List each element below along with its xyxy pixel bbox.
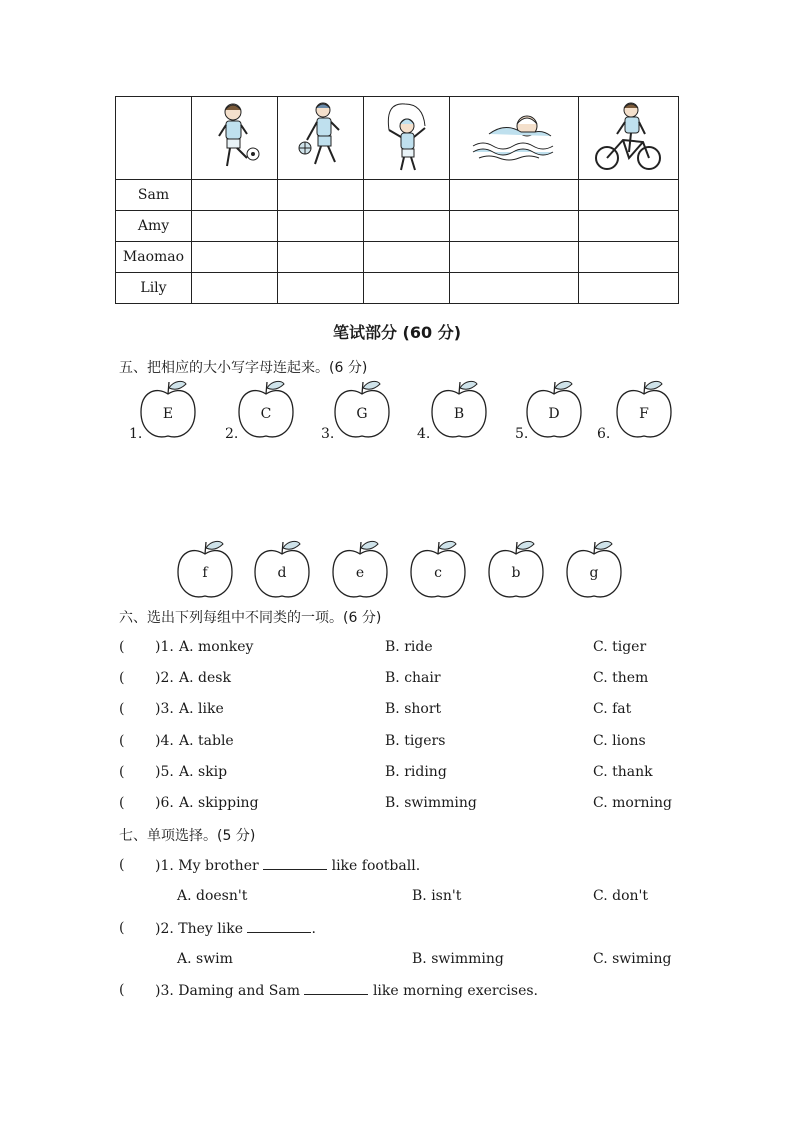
answer-cell[interactable]	[450, 242, 578, 273]
question-text: They like	[178, 921, 244, 937]
option-b[interactable]: B. isn't	[412, 888, 462, 904]
question-7-2	[155, 920, 316, 937]
question-number: )5.	[155, 763, 174, 780]
fill-blank[interactable]	[247, 920, 311, 933]
table-row-lily	[116, 273, 679, 304]
answer-paren[interactable]: (	[119, 639, 125, 655]
answer-cell[interactable]	[278, 211, 364, 242]
table-row-maomao	[116, 242, 679, 273]
option-a[interactable]: A. swim	[177, 951, 233, 967]
uppercase-letter: B	[453, 406, 465, 422]
option-b[interactable]: B. swimming	[385, 795, 477, 811]
section-7-heading: 七、单项选择。(5 分)	[119, 828, 256, 844]
answer-paren[interactable]: (	[119, 670, 125, 687]
option-a[interactable]: A. desk	[179, 670, 231, 687]
lowercase-apple[interactable]	[486, 540, 546, 602]
question-number: )1.	[155, 858, 174, 874]
lowercase-letter: e	[355, 565, 365, 581]
corner-cell	[116, 97, 192, 180]
answer-paren[interactable]: (	[119, 701, 125, 718]
question-text: like football.	[331, 858, 421, 874]
option-a[interactable]: A. table	[179, 732, 234, 749]
option-c[interactable]: C. lions	[593, 732, 646, 749]
option-a[interactable]: A. doesn't	[177, 888, 248, 904]
apple-number: 1.	[129, 426, 143, 442]
answer-cell[interactable]	[450, 180, 578, 211]
uppercase-apple[interactable]	[332, 380, 392, 442]
question-number: )2.	[155, 921, 174, 937]
section-6-heading: 六、选出下列每组中不同类的一项。(6 分)	[119, 610, 382, 626]
uppercase-letter: G	[356, 406, 368, 422]
uppercase-letter: D	[548, 406, 560, 422]
row-name: Sam	[116, 180, 192, 211]
lowercase-letter: d	[277, 565, 287, 581]
option-a[interactable]: A. skip	[179, 763, 228, 780]
section-5-heading: 五、把相应的大小写字母连起来。(6 分)	[119, 360, 368, 376]
answer-paren[interactable]: (	[119, 795, 125, 811]
option-c[interactable]: C. tiger	[593, 639, 647, 655]
answer-cell[interactable]	[192, 242, 278, 273]
lowercase-letter: g	[589, 565, 599, 581]
table-row-sam	[116, 180, 679, 211]
header-cell-soccer	[192, 97, 278, 180]
table-row-amy	[116, 211, 679, 242]
fill-blank[interactable]	[263, 857, 327, 870]
lowercase-apple[interactable]	[408, 540, 468, 602]
header-cell-skipping	[364, 97, 450, 180]
apple-number: 2.	[225, 426, 239, 442]
cyclist-icon	[593, 100, 663, 176]
answer-cell[interactable]	[364, 273, 450, 304]
option-c[interactable]: C. swiming	[593, 951, 672, 967]
option-b[interactable]: B. swimming	[412, 951, 504, 967]
header-cell-cycling	[578, 97, 678, 180]
question-number: )6.	[155, 795, 174, 811]
question-7-3	[155, 982, 538, 999]
lowercase-apple[interactable]	[175, 540, 235, 602]
header-cell-swimming	[450, 97, 578, 180]
uppercase-apple[interactable]	[429, 380, 489, 442]
skipping-rope-icon	[377, 100, 437, 176]
lowercase-letter: f	[202, 565, 208, 581]
uppercase-apple[interactable]	[524, 380, 584, 442]
table-header-row	[116, 97, 679, 180]
apple-number: 5.	[515, 426, 529, 442]
answer-cell[interactable]	[192, 273, 278, 304]
option-c[interactable]: C. them	[593, 670, 649, 687]
answer-cell[interactable]	[192, 211, 278, 242]
uppercase-letter: F	[639, 406, 649, 422]
option-c[interactable]: C. fat	[593, 701, 632, 718]
lowercase-apple[interactable]	[564, 540, 624, 602]
option-b[interactable]: B. tigers	[385, 732, 446, 749]
answer-cell[interactable]	[278, 180, 364, 211]
lowercase-apple[interactable]	[330, 540, 390, 602]
question-7-1	[155, 857, 420, 874]
option-a[interactable]: A. skipping	[179, 795, 259, 811]
answer-cell[interactable]	[278, 242, 364, 273]
answer-paren[interactable]: (	[119, 732, 125, 749]
question-text: like morning exercises.	[372, 983, 539, 999]
answer-cell[interactable]	[450, 273, 578, 304]
row-name: Lily	[116, 273, 192, 304]
question-text: Daming and Sam	[178, 983, 301, 999]
answer-paren[interactable]: (	[119, 763, 125, 780]
basketball-player-icon	[291, 100, 351, 176]
lowercase-apple[interactable]	[252, 540, 312, 602]
option-b[interactable]: B. ride	[385, 639, 433, 655]
option-b[interactable]: B. riding	[385, 763, 447, 780]
question-number: )2.	[155, 670, 174, 687]
activity-table	[115, 96, 679, 304]
written-part-title: 笔试部分 (60 分)	[332, 323, 462, 342]
question-text: My brother	[178, 858, 259, 874]
row-name: Maomao	[116, 242, 192, 273]
answer-cell[interactable]	[578, 180, 678, 211]
answer-cell[interactable]	[578, 242, 678, 273]
option-b[interactable]: B. chair	[385, 670, 441, 687]
question-number: )3.	[155, 983, 174, 999]
uppercase-apple[interactable]	[236, 380, 296, 442]
answer-paren[interactable]: (	[119, 920, 125, 936]
question-number: )4.	[155, 732, 174, 749]
soccer-player-icon	[205, 100, 265, 176]
answer-cell[interactable]	[278, 273, 364, 304]
answer-paren[interactable]: (	[119, 982, 125, 998]
lowercase-letter: c	[434, 565, 442, 581]
option-c[interactable]: C. thank	[593, 763, 653, 780]
uppercase-letter: C	[260, 406, 272, 422]
uppercase-apple[interactable]	[138, 380, 198, 442]
question-text: .	[311, 921, 316, 937]
option-a[interactable]: A. monkey	[179, 639, 254, 655]
answer-cell[interactable]	[364, 242, 450, 273]
question-number: )1.	[155, 639, 174, 655]
answer-cell[interactable]	[364, 180, 450, 211]
lowercase-letter: b	[511, 565, 521, 581]
answer-paren[interactable]: (	[119, 857, 125, 873]
swimmer-icon	[469, 100, 559, 176]
apple-number: 4.	[417, 426, 431, 442]
option-c[interactable]: C. morning	[593, 795, 672, 811]
answer-cell[interactable]	[578, 273, 678, 304]
option-c[interactable]: C. don't	[593, 888, 648, 904]
uppercase-letter: E	[162, 406, 174, 422]
apple-number: 3.	[321, 426, 335, 442]
fill-blank[interactable]	[304, 982, 368, 995]
answer-cell[interactable]	[450, 211, 578, 242]
option-a[interactable]: A. like	[179, 701, 224, 718]
header-cell-basketball	[278, 97, 364, 180]
apple-number: 6.	[597, 426, 611, 442]
option-b[interactable]: B. short	[385, 701, 442, 718]
answer-cell[interactable]	[578, 211, 678, 242]
row-name: Amy	[116, 211, 192, 242]
question-number: )3.	[155, 701, 174, 718]
answer-cell[interactable]	[364, 211, 450, 242]
uppercase-apple[interactable]	[614, 380, 674, 442]
answer-cell[interactable]	[192, 180, 278, 211]
